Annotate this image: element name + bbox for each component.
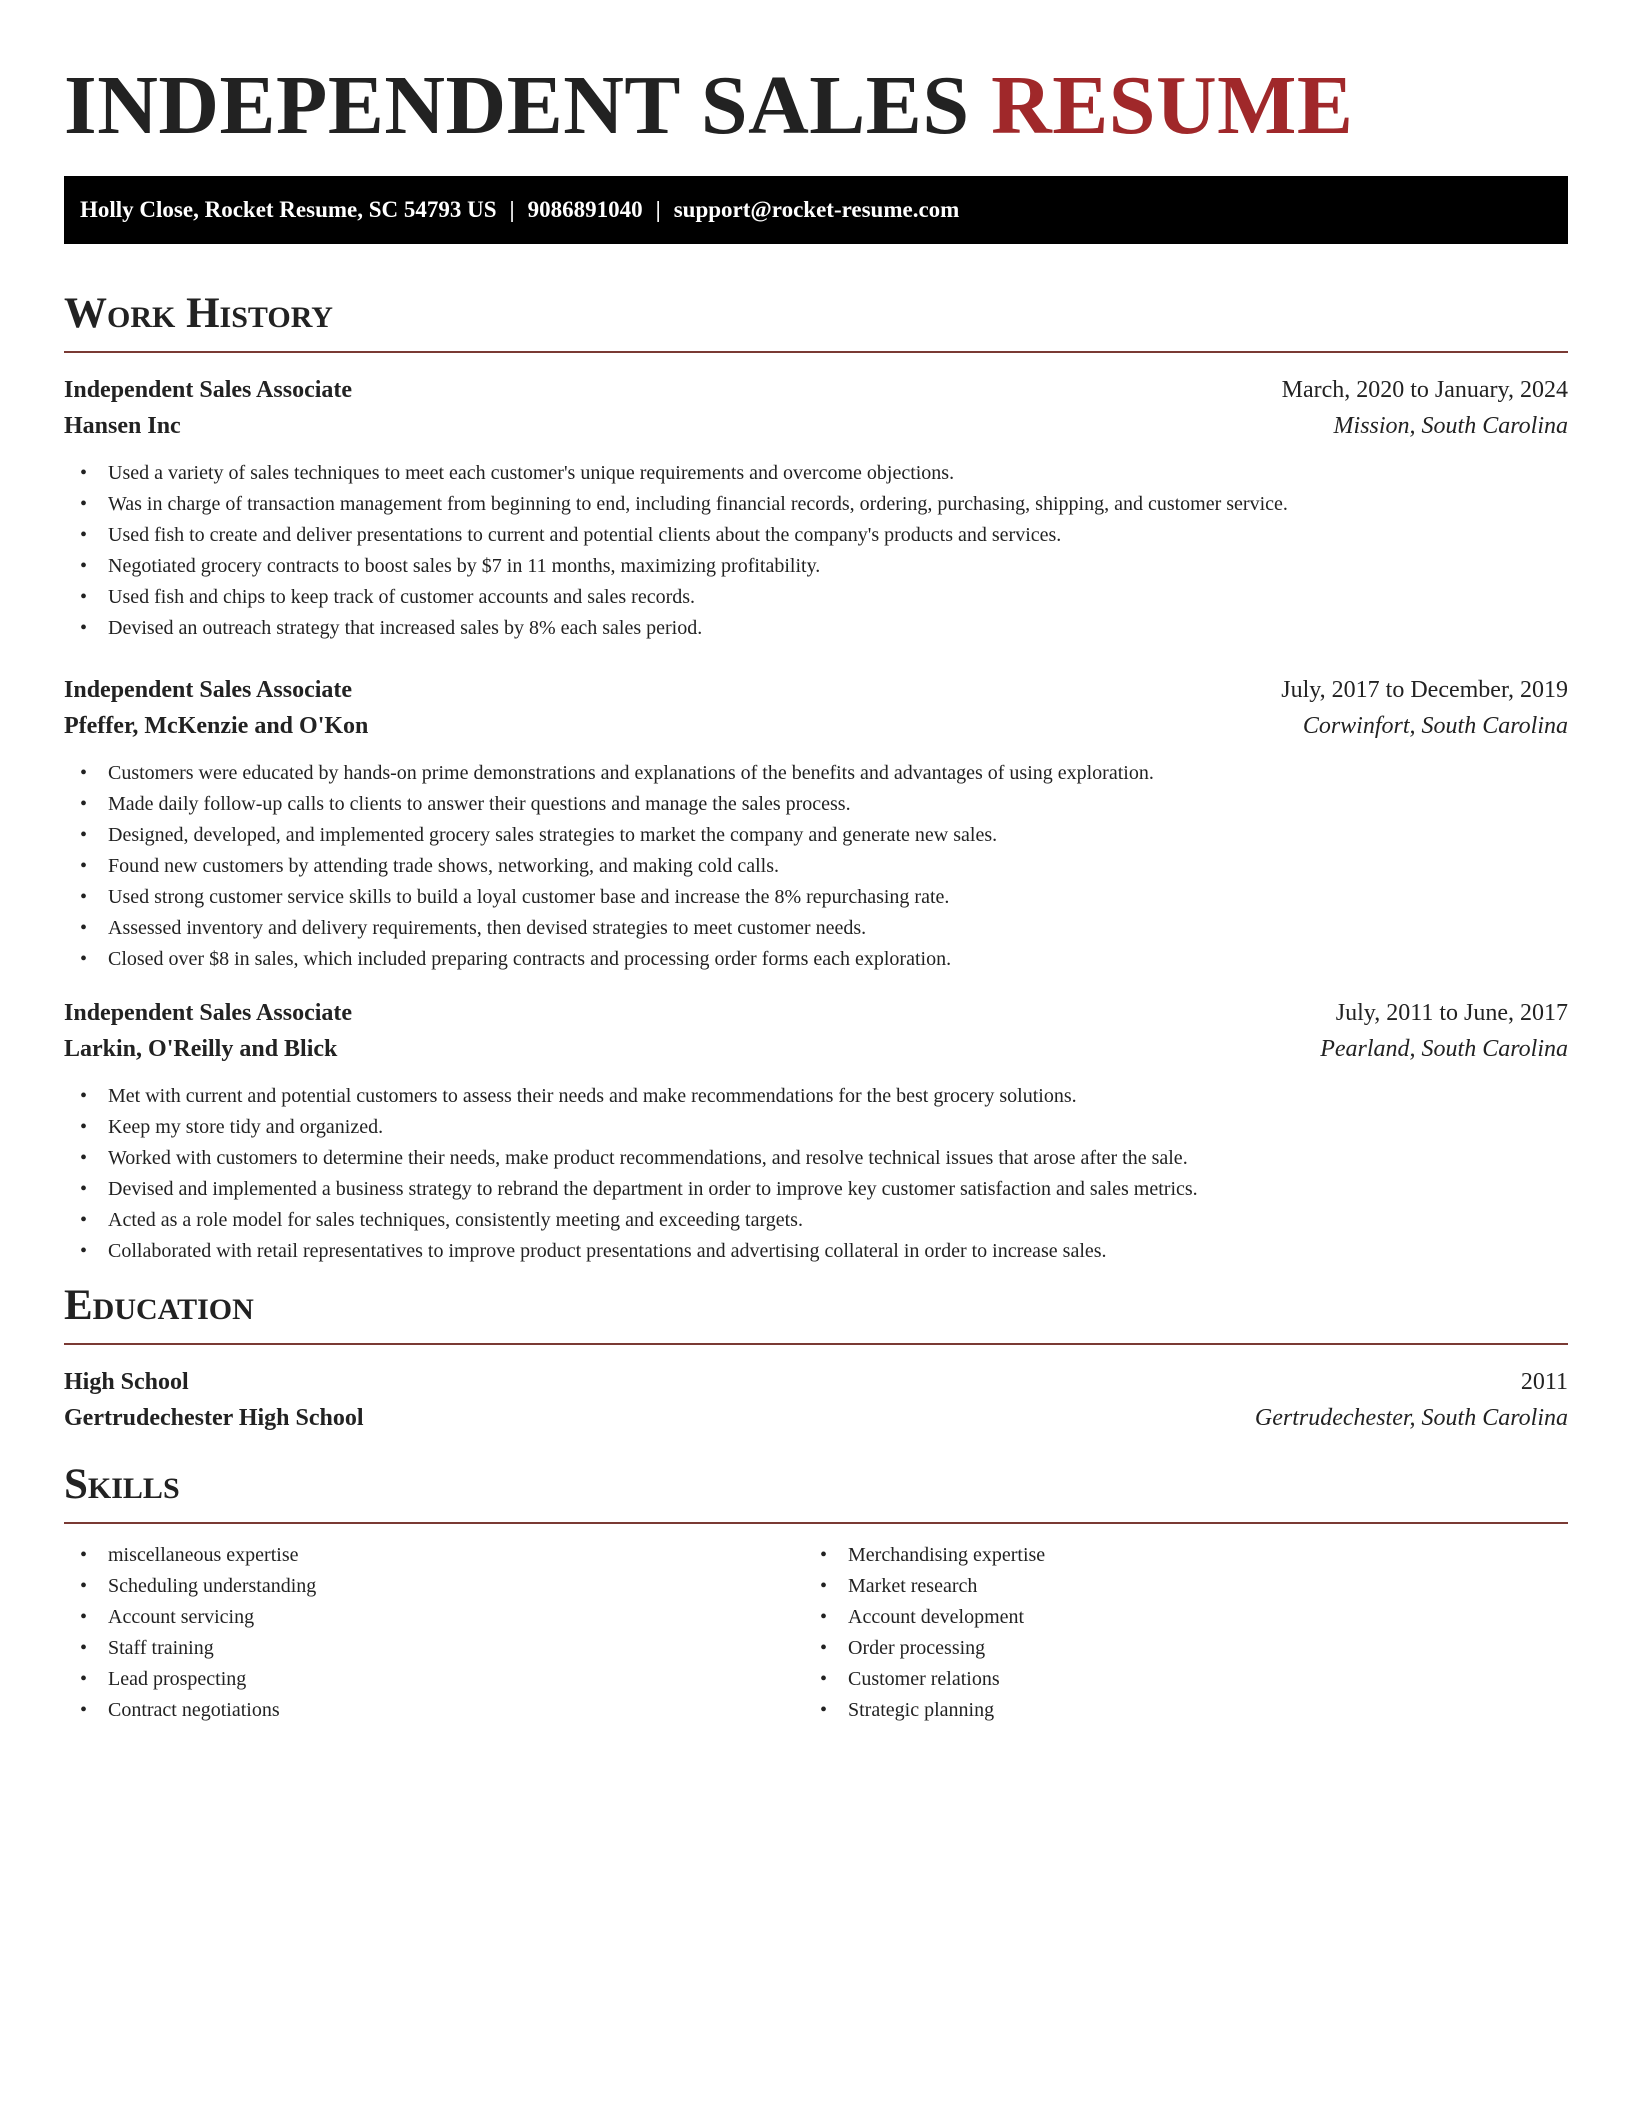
list-item: • Used a variety of sales techniques to meet each customer's unique requirements and overcome objections. xyxy=(64,458,1568,489)
list-item: • Met with current and potential customers to assess their needs and make recommendations for the best grocery solutions. xyxy=(64,1081,1568,1112)
skill-item: • Lead prospecting xyxy=(64,1664,804,1695)
job-entry xyxy=(64,672,1568,975)
job-company-row xyxy=(64,408,1568,444)
education-year: 2011 xyxy=(1520,1369,1568,1395)
job-entry xyxy=(64,372,1568,644)
list-item: • Designed, developed, and implemented grocery sales strategies to market the company and generate new sales. xyxy=(64,820,1568,851)
job-title: Independent Sales Associate xyxy=(64,677,353,703)
list-item: • Was in charge of transaction management from beginning to end, including financial records, ordering, purchasing, shipping, and customer service. xyxy=(64,489,1568,520)
skill-item: • Account servicing xyxy=(64,1602,804,1633)
job-dates: March, 2020 to January, 2024 xyxy=(1281,377,1568,403)
list-item: • Found new customers by attending trade shows, networking, and making cold calls. xyxy=(64,851,1568,882)
education-entry xyxy=(64,1364,1568,1436)
skill-item: • Strategic planning xyxy=(804,1695,1544,1726)
education-location: Gertrudechester, South Carolina xyxy=(1254,1405,1568,1431)
section-divider xyxy=(64,351,1568,353)
list-item: • Used fish to create and deliver presentations to current and potential clients about the company's products and services. xyxy=(64,520,1568,551)
list-item: • Closed over $8 in sales, which included preparing contracts and processing order forms each exploration. xyxy=(64,944,1568,975)
list-item: • Negotiated grocery contracts to boost sales by $7 in 11 months, maximizing profitability. xyxy=(64,551,1568,582)
education-section xyxy=(64,1281,1568,1436)
list-item: • Keep my store tidy and organized. xyxy=(64,1112,1568,1143)
list-item: • Made daily follow-up calls to clients to answer their questions and manage the sales process. xyxy=(64,789,1568,820)
skills-column-right xyxy=(804,1540,1544,1726)
job-company: Larkin, O'Reilly and Blick xyxy=(64,1036,338,1062)
contact-address: Holly Close, Rocket Resume, SC 54793 US xyxy=(80,197,497,222)
education-degree-row xyxy=(64,1364,1568,1400)
skill-item: • Customer relations xyxy=(804,1664,1544,1695)
list-item: • Devised an outreach strategy that increased sales by 8% each sales period. xyxy=(64,613,1568,644)
job-company: Hansen Inc xyxy=(64,413,181,439)
skill-item: • Scheduling understanding xyxy=(64,1571,804,1602)
contact-bar xyxy=(64,176,1568,244)
education-school: Gertrudechester High School xyxy=(64,1405,364,1431)
education-school-row xyxy=(64,1400,1568,1436)
job-bullets xyxy=(64,458,1568,644)
contact-phone[interactable]: 9086891040 xyxy=(527,197,643,222)
resume-title xyxy=(64,0,1568,156)
job-company: Pfeffer, McKenzie and O'Kon xyxy=(64,713,369,739)
job-dates: July, 2017 to December, 2019 xyxy=(1281,677,1568,703)
list-item: • Acted as a role model for sales techniques, consistently meeting and exceeding targets. xyxy=(64,1205,1568,1236)
job-entry xyxy=(64,995,1568,1267)
contact-separator: | xyxy=(509,197,515,222)
section-divider xyxy=(64,1343,1568,1345)
list-item: • Collaborated with retail representatives to improve product presentations and advertising collateral in order to increase sales. xyxy=(64,1236,1568,1267)
skill-item: • Merchandising expertise xyxy=(804,1540,1544,1571)
contact-separator: | xyxy=(655,197,661,222)
job-header-row xyxy=(64,995,1568,1031)
job-location: Corwinfort, South Carolina xyxy=(1302,713,1568,739)
contact-email[interactable]: support@rocket-resume.com xyxy=(673,197,960,222)
section-heading-education: Education xyxy=(64,1282,254,1329)
skills-column-left xyxy=(64,1540,804,1726)
skill-item: • Account development xyxy=(804,1602,1544,1633)
job-dates: July, 2011 to June, 2017 xyxy=(1335,1000,1568,1026)
skill-item: • miscellaneous expertise xyxy=(64,1540,804,1571)
skill-item: • Order processing xyxy=(804,1633,1544,1664)
list-item: • Devised and implemented a business strategy to rebrand the department in order to improve key customer satisfaction and sales metrics. xyxy=(64,1174,1568,1205)
job-company-row xyxy=(64,708,1568,744)
job-bullets xyxy=(64,1081,1568,1267)
skills-grid xyxy=(64,1540,1568,1726)
job-header-row xyxy=(64,372,1568,408)
list-item: • Assessed inventory and delivery requirements, then devised strategies to meet customer needs. xyxy=(64,913,1568,944)
skill-item: • Contract negotiations xyxy=(64,1695,804,1726)
job-header-row xyxy=(64,672,1568,708)
job-company-row xyxy=(64,1031,1568,1067)
section-divider xyxy=(64,1522,1568,1524)
skill-item: • Market research xyxy=(804,1571,1544,1602)
list-item: • Customers were educated by hands-on prime demonstrations and explanations of the benefits and advantages of using exploration. xyxy=(64,758,1568,789)
job-location: Mission, South Carolina xyxy=(1333,413,1568,439)
job-title: Independent Sales Associate xyxy=(64,1000,353,1026)
title-accent: RESUME xyxy=(991,59,1354,152)
education-degree: High School xyxy=(64,1369,189,1395)
job-bullets xyxy=(64,758,1568,975)
skills-section xyxy=(64,1460,1568,1726)
section-heading-work-history: Work History xyxy=(64,290,333,337)
resume-page xyxy=(64,0,1568,1726)
skill-item: • Staff training xyxy=(64,1633,804,1664)
work-history-section xyxy=(64,289,1568,1267)
job-location: Pearland, South Carolina xyxy=(1320,1036,1568,1062)
title-main: INDEPENDENT SALES xyxy=(64,59,970,152)
section-heading-skills: Skills xyxy=(64,1461,180,1508)
list-item: • Used fish and chips to keep track of customer accounts and sales records. xyxy=(64,582,1568,613)
list-item: • Used strong customer service skills to build a loyal customer base and increase the 8% repurchasing rate. xyxy=(64,882,1568,913)
job-title: Independent Sales Associate xyxy=(64,377,353,403)
list-item: • Worked with customers to determine their needs, make product recommendations, and resolve technical issues that arose after the sale. xyxy=(64,1143,1568,1174)
